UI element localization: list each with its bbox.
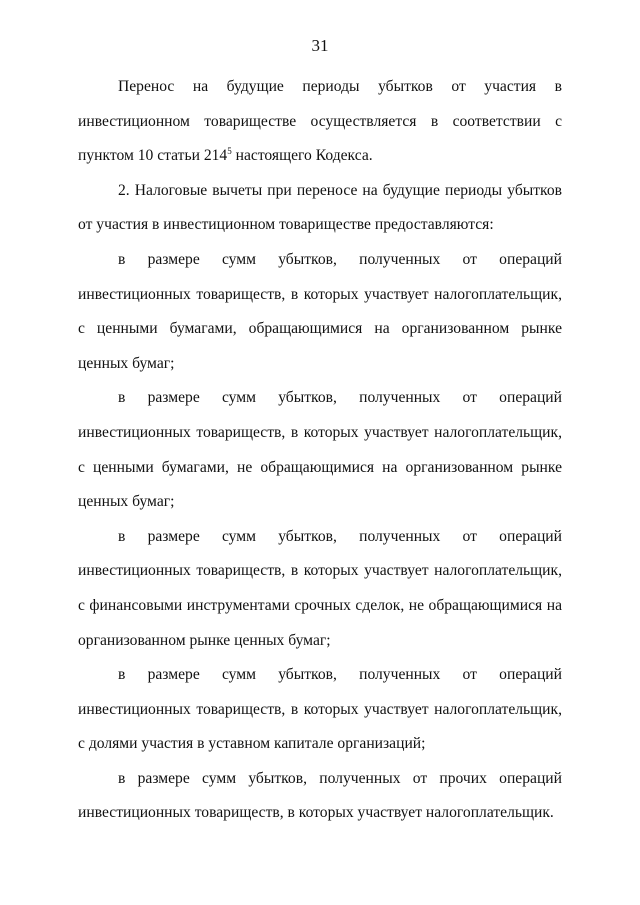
article-superscript: 5	[227, 146, 232, 156]
page-number: 31	[311, 36, 329, 55]
paragraph-capital-shares: в размере сумм убытков, полученных от операций инвестиционных товариществ, в которых участвует налогоплательщик, с долями участия в уставном капитале организаций;	[78, 666, 562, 753]
paragraph-loss-carryforward	[78, 70, 562, 174]
paragraph-non-organized-market: в размере сумм убытков, полученных от операций инвестиционных товариществ, в которых участвует налогоплательщик, с ценными бумагами, не обращающимися на организованном рынке ценных бумаг;	[78, 389, 562, 511]
paragraph-text-end: настоящего Кодекса.	[231, 147, 373, 165]
paragraph-text: Перенос на будущие периоды убытков от участия в инвестиционном товариществе осуществляется в соответствии с пунктом 10 статьи 214	[78, 78, 562, 165]
document-body	[78, 70, 562, 831]
paragraph-organized-market: в размере сумм убытков, полученных от операций инвестиционных товариществ, в которых участвует налогоплательщик, с ценными бумагами, обращающимися на организованном рынке ценных бумаг;	[78, 250, 562, 372]
paragraph-other-operations: в размере сумм убытков, полученных от прочих операций инвестиционных товариществ, в которых участвует налогоплательщик.	[78, 769, 562, 822]
paragraph-tax-deductions: 2. Налоговые вычеты при переносе на будущие периоды убытков от участия в инвестиционном товариществе предоставляются:	[78, 181, 562, 234]
paragraph-derivatives: в размере сумм убытков, полученных от операций инвестиционных товариществ, в которых участвует налогоплательщик, с финансовыми инструментами срочных сделок, не обращающимися на организованном рынке ценных бумаг;	[78, 527, 562, 649]
